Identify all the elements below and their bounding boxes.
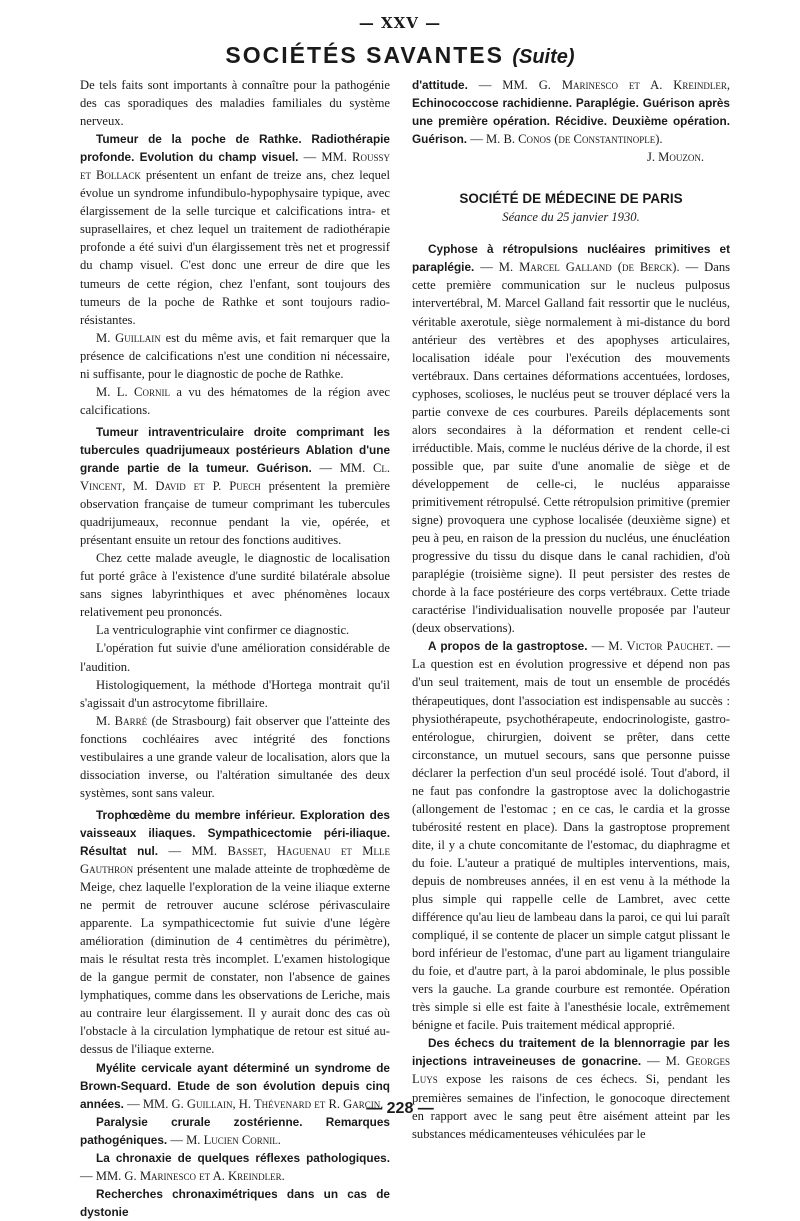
communication-text: présentent une malade atteinte de trophœdème de Meige, chez laquelle l'exploration de la veine iliaque externe ne permit de retrouver aucune sclérose périvasculaire apparente. La sympathicectomie fut suivie d'une légère amélioration (diminution de 4 centimètres du périmètre), mais le résultat resta très incomplet. L'examen histologique de la gangue permit de constater, non l'absence de gaines lymphatiques, comme dans les observations de Leriche, mais au contraire leur élargissement. Il y aurait donc des cas où l'obstacle à la circulation lymphatique de retour est situé au-dessus de l'iliaque externe. bbox=[80, 862, 390, 1057]
paragraph bbox=[80, 383, 390, 419]
paragraph: La ventriculographie vint confirmer ce diagnostic. bbox=[96, 623, 350, 638]
communication bbox=[80, 1185, 390, 1221]
communication bbox=[80, 423, 390, 549]
communication-authors: — MM. Roussy et Bollack bbox=[80, 150, 390, 183]
paragraph: De tels faits sont importants à connaître pour la pathogénie des cas sporadiques des maladies familiales du système nerveux. bbox=[80, 78, 390, 129]
paragraph bbox=[80, 329, 390, 383]
left-column bbox=[80, 76, 390, 1221]
page-title bbox=[0, 42, 800, 69]
page-number: — 228 — bbox=[366, 1100, 434, 1117]
communication bbox=[80, 806, 390, 1059]
signature: J. Mouzon. bbox=[646, 150, 704, 165]
communication-authors: — M. Victor Pauchet. — bbox=[591, 639, 730, 654]
communication-title: Tumeur de la poche de Rathke. Radiothérapie profonde. Evolution du champ visuel. bbox=[80, 132, 390, 165]
page-roman-numeral: — XXV — bbox=[358, 14, 442, 32]
communication-text: présentent la première observation française de tumeur comprimant les tubercules quadrijumeaux, reconnue pendant la vie, opérée, et présentant ensuite un retour des fonctions auditives. bbox=[80, 479, 390, 548]
paragraph-text: est du même avis, et fait remarquer que la présence de calcifications n'est une condition ni nécessaire, ni suffisante, pour le diagnostic de poche de Rathke. bbox=[80, 330, 391, 381]
communication-title: Cyphose à rétropulsions nucléaires primitives et paraplégie. bbox=[412, 242, 730, 275]
communication-text: expose les raisons de ces échecs. Si, pendant les premières semaines de l'infection, le gonocoque directement en rapport avec le sang peut être aisément atteint par les substances médicamenteuses véhiculées par le bbox=[412, 1072, 730, 1141]
communication-authors: — M. Lucien Cornil. bbox=[170, 1132, 281, 1147]
session-date: Séance du 25 janvier 1930. bbox=[502, 210, 640, 225]
paragraph-text: a vu des hématomes de la région avec calcifications. bbox=[80, 384, 390, 417]
author-name: M. L. Cornil bbox=[96, 384, 170, 399]
communication bbox=[412, 76, 730, 148]
communication-authors: — M. B. Conos (de Constantinople). bbox=[470, 132, 663, 147]
communication-authors: — MM. G. Guillain, H. Thévenard et R. Garcin. bbox=[127, 1096, 384, 1111]
communication-title: Tumeur intraventriculaire droite comprimant les tubercules quadrijumeaux postérieurs Ablation d'une grande partie de la tumeur. Guérison. bbox=[80, 424, 390, 475]
paragraph-text: (de Strasbourg) fait observer que l'atteinte des fonctions cochléaires avec intégrité des fonctions vestibulaires a une grande valeur de localisation, alors que la dissociation inverse, ou l'altération simultanée des deux systèmes, sont sans valeur. bbox=[80, 713, 390, 800]
communication-title: La chronaxie de quelques réflexes pathologiques. bbox=[96, 1150, 390, 1165]
communication-authors: — MM. G. Marinesco et A. Kreindler, bbox=[478, 78, 730, 92]
author-name: M. Barré bbox=[96, 713, 148, 728]
paragraph bbox=[80, 712, 390, 802]
communication bbox=[412, 637, 730, 1034]
communication bbox=[412, 1034, 730, 1142]
communication-text: présentent un enfant de treize ans, chez lequel évolue un syndrome infundibulo-hypophysaire typique, avec élargissement de la selle turcique et calcifications intra- et suprasellaires, et chez lequel un traitement de radiothérapie profonde a été suivi d'un élargissement très net et progressif du champ visuel. C'est donc une erreur de dire que les tumeurs de cette région, chez l'enfant, sont toujours des tumeurs de la poche de Rathke et sont toujours radio-résistantes. bbox=[80, 168, 390, 327]
communication-title: Des échecs du traitement de la blennorragie par les injections intraveineuses de gonacrine. bbox=[412, 1036, 730, 1069]
author-name: M. Guillain bbox=[96, 330, 161, 345]
title-suite: (Suite) bbox=[512, 46, 575, 68]
communication-text: — Dans cette première communication sur le nucleus pulposus intervertébral, M. Marcel Galland fait ressortir que le nucléus, véritable axerotule, siège normalement à mi-distance du bord antérieur des vertèbres et des apophyses articulaires, localisation idéale pour l'exécution des mouvements vertébraux. Dans certaines déformations accentuées, lordoses, cyphoses, scolioses, le nucléus peut se trouver déplacé vers la partie convexe de ces courbures. Pareils déplacements sont alors secondaires à la déformation et rendent celle-ci irréductible. Mais, comme le nucléus dérive de la chorde, il est possible que, par suite d'une anomalie de siège et de développement de celle-ci, le nucléus apparaisse primitivement rétropulsé. Cette rétropulsion primitive (premier signe) provoquera une cyphose localisée (deuxième signe) et peu à peu, en raison de la pression du nucléus, une énucléation progressive du tissu du disque dans le canal rachidien, d'où paraplégie (troisième signe). Il peut persister des restes de chorde à la face postérieure des corps vertébraux. Cette triade caractérise l'individualisation nouvelle proposée par l'auteur (deux observations). bbox=[412, 260, 731, 636]
title-main: SOCIÉTÉS SAVANTES bbox=[225, 42, 504, 68]
paragraph: L'opération fut suivie d'une amélioration considérable de l'audition. bbox=[80, 641, 390, 674]
paragraph: Histologiquement, la méthode d'Hortega montrait qu'il s'agissait d'un astrocytome fibrillaire. bbox=[80, 677, 390, 710]
right-column bbox=[412, 76, 730, 1143]
communication-authors: — M. Marcel Galland (de Berck). bbox=[480, 260, 680, 275]
communication-title: Paralysie crurale zostérienne. Remarques pathogéniques. bbox=[80, 1114, 390, 1147]
communication-authors: — MM. Cl. Vincent, M. David et P. Puech bbox=[80, 460, 390, 494]
communication-title: Trophœdème du membre inférieur. Exploration des vaisseaux iliaques. Sympathicectomie péri-iliaque. Résultat nul. bbox=[80, 807, 390, 858]
communication bbox=[80, 1149, 390, 1185]
communication-title: A propos de la gastroptose. bbox=[428, 639, 588, 654]
section-heading: SOCIÉTÉ DE MÉDECINE DE PARIS bbox=[459, 191, 683, 207]
communication-title: Echinococcose rachidienne. Paraplégie. Guérison après une première opération. Récidive. Deuxième opération. Guérison. bbox=[412, 96, 730, 147]
communication-authors: — MM. G. Marinesco et A. Kreindler. bbox=[80, 1168, 285, 1183]
communication-authors: — M. Georges Luys bbox=[412, 1054, 730, 1087]
communication-title: Myélite cervicale ayant déterminé un syndrome de Brown-Sequard. Etude de son évolution depuis cinq années. bbox=[80, 1060, 390, 1111]
communication-title: d'attitude. bbox=[412, 78, 468, 92]
communication bbox=[412, 240, 730, 637]
communication-authors: — MM. Basset, Haguenau et Mlle Gauthron bbox=[80, 843, 390, 877]
communication-title: Recherches chronaximétriques dans un cas de dystonie bbox=[80, 1186, 390, 1219]
communication-text: La question est en évolution progressive et dépend non pas d'un seul traitement, mais de tout un ensemble de procédés thérapeutiques, dont l'association est indispensable au succès : physiothérapeute, psychothérapeute, endocrinologiste, gastro-entérologue, chirurgien, doivent se prêter, dans cette circonstance, un mutuel secours, sans que personne puisse déclarer la perfection d'un seul procédé isolé. Tout d'abord, il ne faut pas confondre la gastroptose avec la dolichogastrie (allongement de l'estomac ; en ce cas, le cardia et la grosse tubérosité restent en place). Dans la gastroptose proprement dite, il y a chute concomitante de l'estomac, du diaphragme et du foie. L'auteur a pratiqué de multiples interventions, mais, depuis de nombreuses années, il en est venu à la méthode la plus simple qui rappelle celle de Lambret, avec cette différence qu'au lieu de lambeau dans la paroi, ce qui lui paraît compliqué, il se contente de placer un simple catgut plissant le bord inférieur de l'estomac, d'une part au ligament triangulaire du foie, et d'autre part, à la paroi abdominale, le plus possible vers la gauche. La grande courbure est remontée. Opération très simple si elle est faite à l'anesthésie locale, extrêmement bénigne et facile. Puis traitement médical approprié. bbox=[412, 657, 730, 1033]
communication bbox=[80, 1113, 390, 1149]
communication bbox=[80, 130, 390, 329]
paragraph: Chez cette malade aveugle, le diagnostic de localisation fut porté grâce à l'existence d'une surdité bilatérale absolue sans signes labyrinthiques et avec phénomènes locaux relativement peu prononcés. bbox=[80, 551, 390, 620]
